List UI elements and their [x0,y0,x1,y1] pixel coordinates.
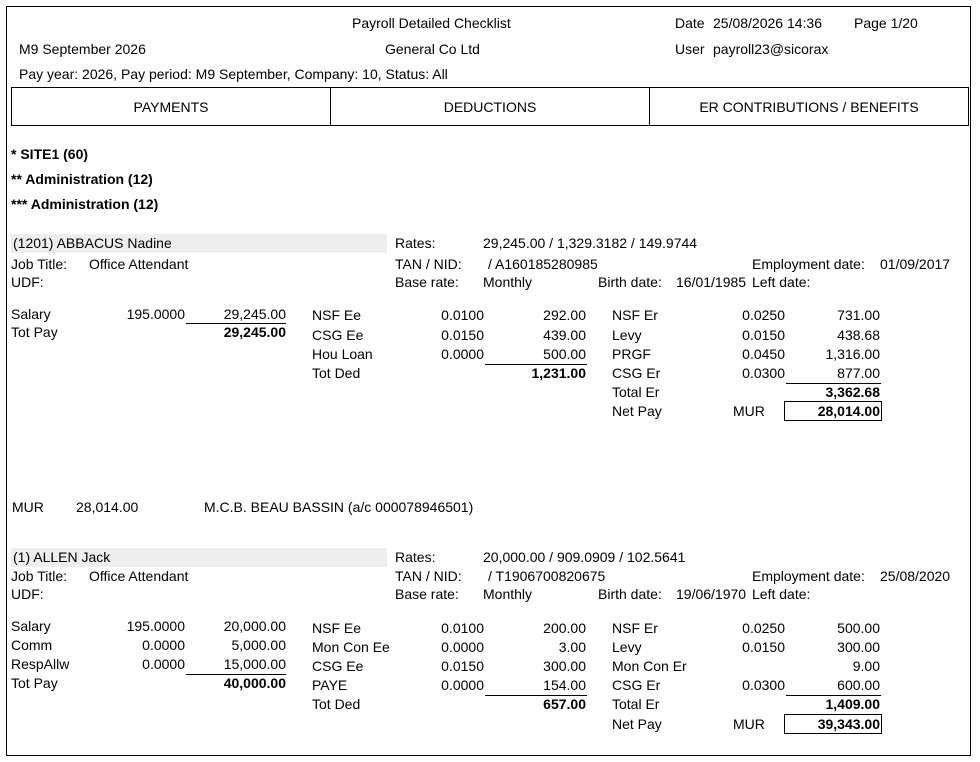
tot-ded-amount: 1,231.00 [531,365,586,381]
deduction-label: Mon Con Ee [312,639,390,655]
er-label: NSF Er [612,620,658,636]
er-label: CSG Er [612,677,661,693]
tot-ded-amount: 657.00 [543,696,586,712]
birth-date-value: 19/06/1970 [676,586,747,602]
er-rate: 0.0150 [742,327,785,343]
deduction-rate: 0.0100 [441,307,484,323]
er-label: PRGF [612,346,651,362]
employee-name: (1201) ABBACUS Nadine [13,235,172,251]
er-label: CSG Er [612,365,661,381]
user-value: payroll23@sicorax [713,41,829,57]
tab-payments: PAYMENTS [12,88,331,125]
net-pay-label: Net Pay [612,716,662,732]
bank-amount: 28,014.00 [76,499,139,515]
deduction-rate: 0.0150 [441,658,484,674]
total-er-label: Total Er [612,696,660,712]
deduction-label: Hou Loan [312,346,373,362]
employee-name: (1) ALLEN Jack [13,549,111,565]
udf-label: UDF: [11,586,44,602]
total-er-amount: 1,409.00 [825,696,880,712]
net-pay-label: Net Pay [612,403,662,419]
deduction-rate: 0.0000 [441,346,484,362]
deduction-rate: 0.0100 [441,620,484,636]
er-rate: 0.0250 [742,620,785,636]
tan-nid-value: / T1906700820675 [488,568,606,584]
tot-pay-label: Tot Pay [11,675,58,691]
job-title-value: Office Attendant [89,568,189,584]
payment-rate: 0.0000 [142,656,185,672]
net-pay-amount: 39,343.00 [817,716,880,732]
deduction-label: NSF Ee [312,620,362,636]
job-title-label: Job Title: [11,256,68,272]
date-label: Date [675,15,705,31]
payment-label: Salary [11,618,51,634]
er-label: NSF Er [612,307,658,323]
employment-date-label: Employment date: [752,256,865,272]
column-headers [11,87,969,126]
job-title-label: Job Title: [11,568,68,584]
udf-label: UDF: [11,274,44,290]
er-rate: 0.0450 [742,346,785,362]
er-amount: 731.00 [837,307,880,323]
er-label: Levy [612,639,642,655]
er-rate: 0.0300 [742,677,785,693]
job-title-value: Office Attendant [89,256,189,272]
deduction-rate: 0.0150 [441,327,484,343]
base-rate-label: Base rate: [395,274,459,290]
tan-nid-label: TAN / NID: [395,568,462,584]
tot-pay-label: Tot Pay [11,324,58,340]
employment-date-label: Employment date: [752,568,865,584]
company-name: General Co Ltd [385,41,480,57]
date-value: 25/08/2026 14:36 [713,15,822,31]
period-name: M9 September 2026 [19,41,146,57]
tot-pay-amount: 29,245.00 [223,324,286,340]
section-site: * SITE1 (60) [11,146,89,162]
rates-value: 29,245.00 / 1,329.3182 / 149.9744 [483,235,698,251]
er-amount: 500.00 [837,620,880,636]
employee-name-bar [11,548,387,567]
deduction-rate: 0.0000 [441,677,484,693]
er-rate: 0.0300 [742,365,785,381]
payment-amount: 5,000.00 [231,637,286,653]
payment-amount: 20,000.00 [223,618,286,634]
er-amount: 1,316.00 [825,346,880,362]
user-label: User [675,41,705,57]
er-amount: 877.00 [837,365,880,381]
payment-label: Salary [11,306,51,322]
deduction-amount: 154.00 [543,677,586,693]
rates-value: 20,000.00 / 909.0909 / 102.5641 [483,549,686,565]
er-amount: 438.68 [837,327,880,343]
er-amount: 600.00 [837,677,880,693]
birth-date-value: 16/01/1985 [676,274,747,290]
tab-deductions: DEDUCTIONS [331,88,650,125]
er-amount: 300.00 [837,639,880,655]
payment-label: Comm [11,637,53,653]
rates-label: Rates: [395,235,436,251]
bank-currency: MUR [12,499,44,515]
net-pay-currency: MUR [733,716,765,732]
deduction-label: NSF Ee [312,307,362,323]
er-rate: 0.0250 [742,307,785,323]
net-pay-amount: 28,014.00 [817,403,880,419]
tot-pay-amount: 40,000.00 [223,675,286,691]
payment-amount: 15,000.00 [223,656,286,672]
deduction-label: CSG Ee [312,327,364,343]
deduction-amount: 439.00 [543,327,586,343]
rates-label: Rates: [395,549,436,565]
tan-nid-label: TAN / NID: [395,256,462,272]
er-label: Mon Con Er [612,658,687,674]
net-pay-currency: MUR [733,403,765,419]
total-er-amount: 3,362.68 [825,384,880,400]
employment-date-value: 25/08/2020 [880,568,951,584]
section-subdepartment: *** Administration (12) [11,196,159,212]
deduction-rate: 0.0000 [441,639,484,655]
left-date-label: Left date: [752,274,811,290]
filter-line: Pay year: 2026, Pay period: M9 September, Company: 10, Status: All [19,66,448,82]
page-number: Page 1/20 [854,15,918,31]
tot-ded-label: Tot Ded [312,365,361,381]
base-rate-value: Monthly [483,586,533,602]
payment-rate: 195.0000 [126,618,185,634]
report-title: Payroll Detailed Checklist [352,15,511,31]
section-department: ** Administration (12) [11,171,153,187]
deduction-amount: 500.00 [543,346,586,362]
tan-nid-value: / A160185280985 [488,256,598,272]
er-rate: 0.0150 [742,639,785,655]
birth-date-label: Birth date: [598,274,662,290]
tot-ded-label: Tot Ded [312,696,361,712]
deduction-label: CSG Ee [312,658,364,674]
total-er-label: Total Er [612,384,660,400]
deduction-amount: 300.00 [543,658,586,674]
payment-label: RespAllw [11,656,70,672]
bank-account: M.C.B. BEAU BASSIN (a/c 000078946501) [204,499,474,515]
base-rate-label: Base rate: [395,586,459,602]
payment-rate: 195.0000 [126,306,185,322]
deduction-amount: 292.00 [543,307,586,323]
payment-rate: 0.0000 [142,637,185,653]
payment-amount: 29,245.00 [223,306,286,322]
base-rate-value: Monthly [483,274,533,290]
er-label: Levy [612,327,642,343]
tab-er-contributions: ER CONTRIBUTIONS / BENEFITS [699,98,919,115]
employment-date-value: 01/09/2017 [880,256,951,272]
birth-date-label: Birth date: [598,586,662,602]
deduction-amount: 3.00 [558,639,586,655]
deduction-label: PAYE [312,677,348,693]
left-date-label: Left date: [752,586,811,602]
deduction-amount: 200.00 [543,620,586,636]
employee-name-bar [11,234,387,253]
er-amount: 9.00 [852,658,880,674]
